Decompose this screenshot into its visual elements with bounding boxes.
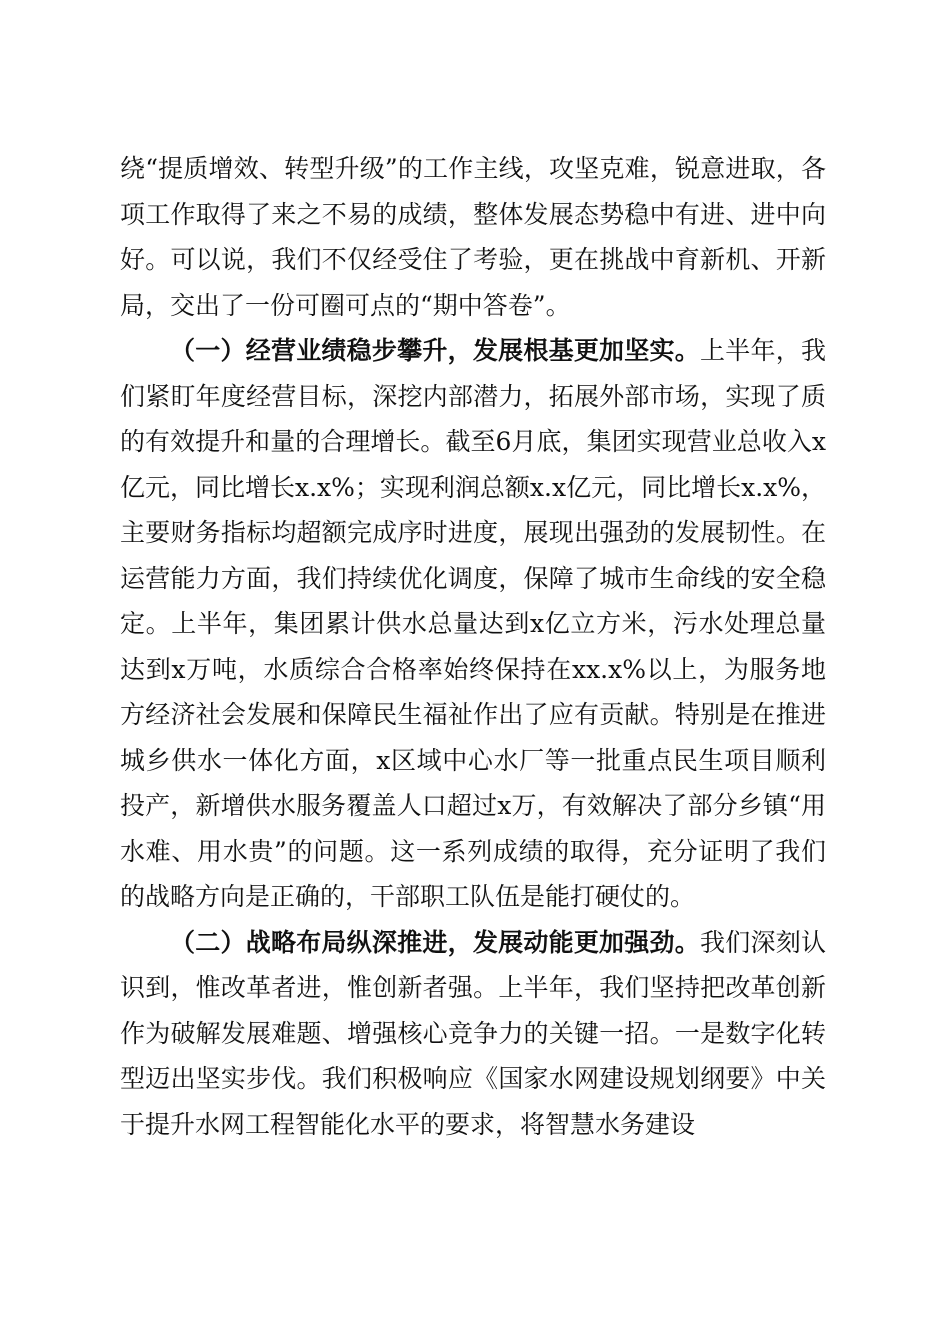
paragraph-section-one xyxy=(120,328,826,920)
section-heading-one: （一）经营业绩稳步攀升，发展根基更加坚实。 xyxy=(170,336,701,365)
paragraph-text: 上半年，我们紧盯年度经营目标，深挖内部潜力，拓展外部市场，实现了质的有效提升和量的合理增长。截至6月底，集团实现营业总收入x亿元，同比增长x.x%；实现利润总额x.x亿元，同比增长x.x%，主要财务指标均超额完成序时进度，展现出强劲的发展韧性。在运营能力方面，我们持续优化调度，保障了城市生命线的安全稳定。上半年，集团累计供水总量达到x亿立方米，污水处理总量达到x万吨，水质综合合格率始终保持在xx.x%以上，为服务地方经济社会发展和保障民生福祉作出了应有贡献。特别是在推进城乡供水一体化方面，x区域中心水厂等一批重点民生项目顺利投产，新增供水服务覆盖人口超过x万，有效解决了部分乡镇“用水难、用水贵”的问题。这一系列成绩的取得，充分证明了我们的战略方向是正确的，干部职工队伍是能打硬仗的。 xyxy=(120,336,826,911)
paragraph-text: 我们深刻认识到，惟改革者进，惟创新者强。上半年，我们坚持把改革创新作为破解发展难题、增强核心竞争力的关键一招。一是数字化转型迈出坚实步伐。我们积极响应《国家水网建设规划纲要》中关于提升水网工程智能化水平的要求，将智慧水务建设 xyxy=(120,927,826,1139)
paragraph-section-two xyxy=(120,920,826,1148)
section-heading-two: （二）战略布局纵深推进，发展动能更加强劲。 xyxy=(170,927,701,957)
document-body xyxy=(120,146,826,1147)
paragraph-intro-continuation xyxy=(120,146,826,328)
paragraph-text: 绕“提质增效、转型升级”的工作主线，攻坚克难，锐意进取，各项工作取得了来之不易的成绩，整体发展态势稳中有进、进中向好。可以说，我们不仅经受住了考验，更在挑战中育新机、开新局，交出了一份可圈可点的“期中答卷”。 xyxy=(120,154,826,320)
